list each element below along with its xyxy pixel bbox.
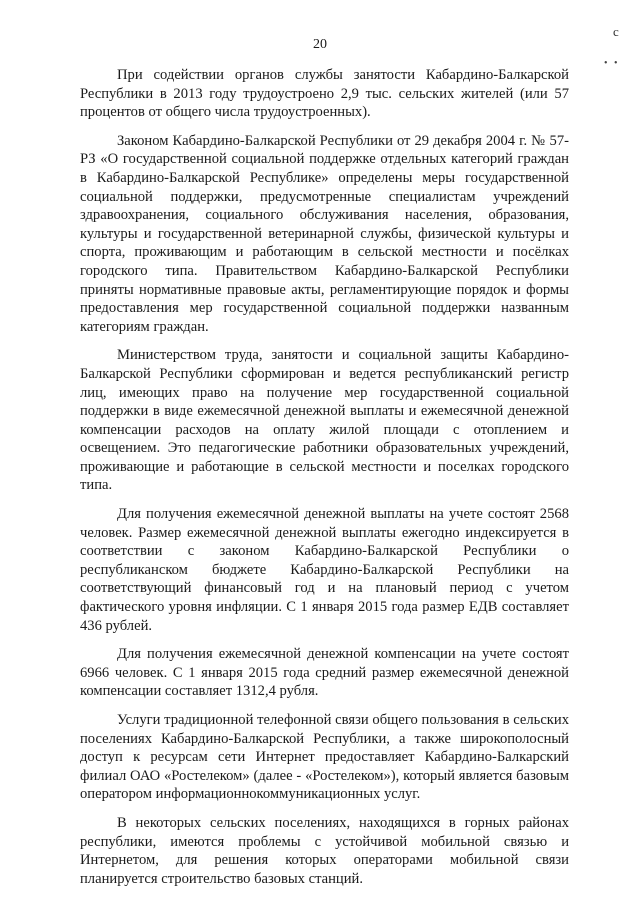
paragraph-social-support-law: Законом Кабардино-Балкарской Республики от 29 декабря 2004 г. № 57-РЗ «О государственной социальной поддержке отдельных категорий граждан в Кабардино-Балкарской Республике» определены меры государственной социальной поддержки, предусмотренные специалистам учреждений здравоохранения, социального обслуживания населения, образования, культуры и государственной ветеринарной службы, физической культуры и спорта, проживающим и работающим в сельской местности и посёлках городского типа. Правительством Кабардино-Балкарской Республики приняты нормативные правовые акты, регламентирующие порядок и формы предоставления мер государственной социальной поддержки названным категориям граждан. bbox=[80, 132, 569, 335]
paragraph-telecom: Услуги традиционной телефонной связи общего пользования в сельских поселениях Кабардино-Балкарской Республики, а также широкополосный доступ к ресурсам сети Интернет предоставляет Кабардино-Балкарский филиал ОАО «Ростелеком» (далее - «Ростелеком»), который является базовым оператором информационнокоммуникационных услуг. bbox=[80, 712, 569, 803]
paragraph-employment: При содействии органов службы занятости Кабардино-Балкарской Республики в 2013 году трудоустроено 2,9 тыс. сельских жителей (или 57 процентов от общего числа трудоустроенных). bbox=[80, 67, 569, 121]
corner-mark: с bbox=[613, 24, 619, 39]
paragraph-monthly-payment: Для получения ежемесячной денежной выплаты на учете состоят 2568 человек. Размер ежемесячной денежной выплаты ежегодно индексируется в соответствии с законом Кабардино-Балкарской Республики о республиканском бюджете Кабардино-Балкарской Республики на соответствующий финансовый год и на плановый период с учетом фактического уровня инфляции. С 1 января 2015 года размер ЕДВ составляет 436 рублей. bbox=[80, 506, 569, 634]
corner-dots: • • bbox=[604, 58, 620, 69]
paragraph-register: Министерством труда, занятости и социальной защиты Кабардино-Балкарской Республики сформирован и ведется республиканский регистр лиц, имеющих право на получение мер государственной социальной поддержки в виде ежемесячной денежной выплаты и ежемесячной денежной компенсации расходов на оплату жилой площади с отоплением и освещением. Это педагогические работники образовательных учреждений, проживающие и работающие в сельской местности и поселках городского типа. bbox=[80, 347, 569, 494]
document-body bbox=[80, 66, 569, 898]
paragraph-mobile-coverage: В некоторых сельских поселениях, находящихся в горных районах республики, имеются проблемы с устойчивой мобильной связью и Интернетом, для решения которых операторами мобильной связи планируется строительство базовых станций. bbox=[80, 814, 569, 887]
page-number: 20 bbox=[313, 37, 327, 52]
paragraph-monthly-compensation: Для получения ежемесячной денежной компенсации на учете состоят 6966 человек. С 1 января 2015 года средний размер ежемесячной денежной компенсации составляет 1312,4 рубля. bbox=[80, 646, 569, 700]
